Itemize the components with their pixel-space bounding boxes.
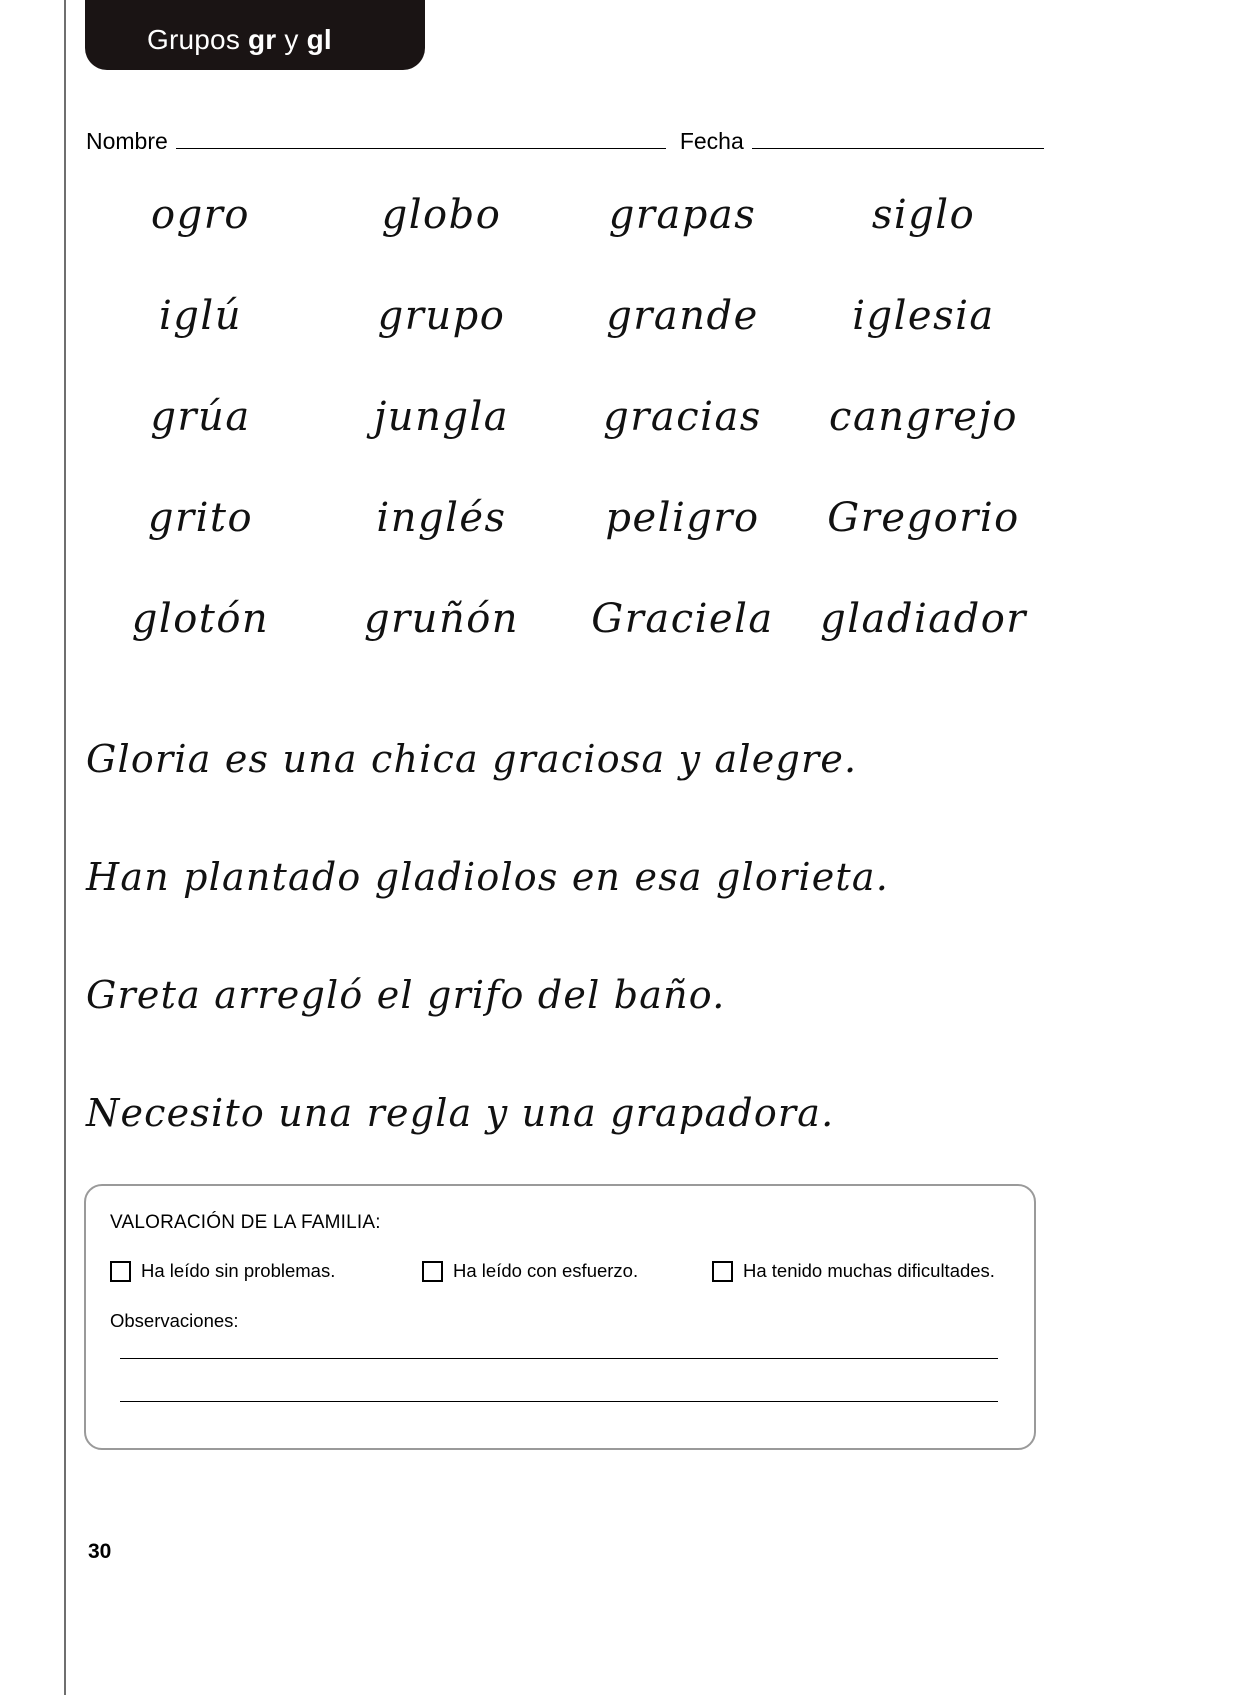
word-item: grapas xyxy=(608,191,757,238)
word-item: inglés xyxy=(376,494,507,541)
left-margin-rule xyxy=(64,0,66,1695)
valuation-option-read-without-problems[interactable] xyxy=(110,1260,422,1282)
page-title xyxy=(147,24,332,56)
word-item: gracias xyxy=(603,393,762,440)
page-title-mid: y xyxy=(276,24,307,55)
date-input-line[interactable] xyxy=(752,148,1044,149)
family-valuation-box xyxy=(84,1184,1036,1450)
header-tab xyxy=(85,0,425,70)
name-input-line[interactable] xyxy=(176,148,666,149)
sentence-item: Gloria es una chica graciosa y alegre. xyxy=(86,737,858,781)
date-label: Fecha xyxy=(679,128,744,154)
word-item: grito xyxy=(147,494,254,541)
name-label: Nombre xyxy=(86,128,168,154)
word-item: peligro xyxy=(605,494,760,541)
word-item: iglesia xyxy=(852,292,995,339)
checkbox-icon[interactable] xyxy=(110,1261,131,1282)
valuation-heading: VALORACIÓN DE LA FAMILIA: xyxy=(110,1212,381,1233)
word-item: grande xyxy=(606,292,759,339)
word-item: jungla xyxy=(373,393,510,440)
page-title-prefix: Grupos xyxy=(147,24,248,55)
observations-line[interactable] xyxy=(120,1358,998,1359)
word-item: siglo xyxy=(871,191,976,238)
word-item: Gregorio xyxy=(827,494,1020,541)
valuation-option-read-with-effort[interactable] xyxy=(422,1260,712,1282)
word-item: cangrejo xyxy=(829,393,1018,440)
word-item: grúa xyxy=(150,393,251,440)
observations-label: Observaciones: xyxy=(110,1310,239,1331)
valuation-option-label: Ha tenido muchas dificultades. xyxy=(743,1260,995,1281)
valuation-option-label: Ha leído sin problemas. xyxy=(141,1260,336,1281)
word-item: iglú xyxy=(159,292,242,339)
observations-line[interactable] xyxy=(120,1401,998,1402)
checkbox-icon[interactable] xyxy=(712,1261,733,1282)
word-item: Graciela xyxy=(591,595,774,642)
sentence-item: Greta arregló el grifo del baño. xyxy=(86,973,726,1017)
sentence-item: Necesito una regla y una grapadora. xyxy=(86,1091,835,1135)
page-number: 30 xyxy=(88,1540,112,1563)
sentence-item: Han plantado gladiolos en esa glorieta. xyxy=(86,855,889,899)
valuation-option-label: Ha leído con esfuerzo. xyxy=(453,1260,639,1281)
word-item: gladiador xyxy=(820,595,1027,642)
page-title-bold-gr: gr xyxy=(248,24,277,55)
word-practice-grid xyxy=(80,164,1044,669)
valuation-option-many-difficulties[interactable] xyxy=(712,1260,995,1282)
sentence-practice-list xyxy=(86,700,1066,1172)
word-item: globo xyxy=(381,191,502,238)
page-title-bold-gl: gl xyxy=(306,24,332,55)
word-item: gruñón xyxy=(363,595,520,642)
valuation-options xyxy=(110,1260,1010,1282)
word-item: ogro xyxy=(151,191,250,238)
name-date-row xyxy=(86,128,1044,158)
word-item: glotón xyxy=(131,595,270,642)
checkbox-icon[interactable] xyxy=(422,1261,443,1282)
word-item: grupo xyxy=(377,292,506,339)
